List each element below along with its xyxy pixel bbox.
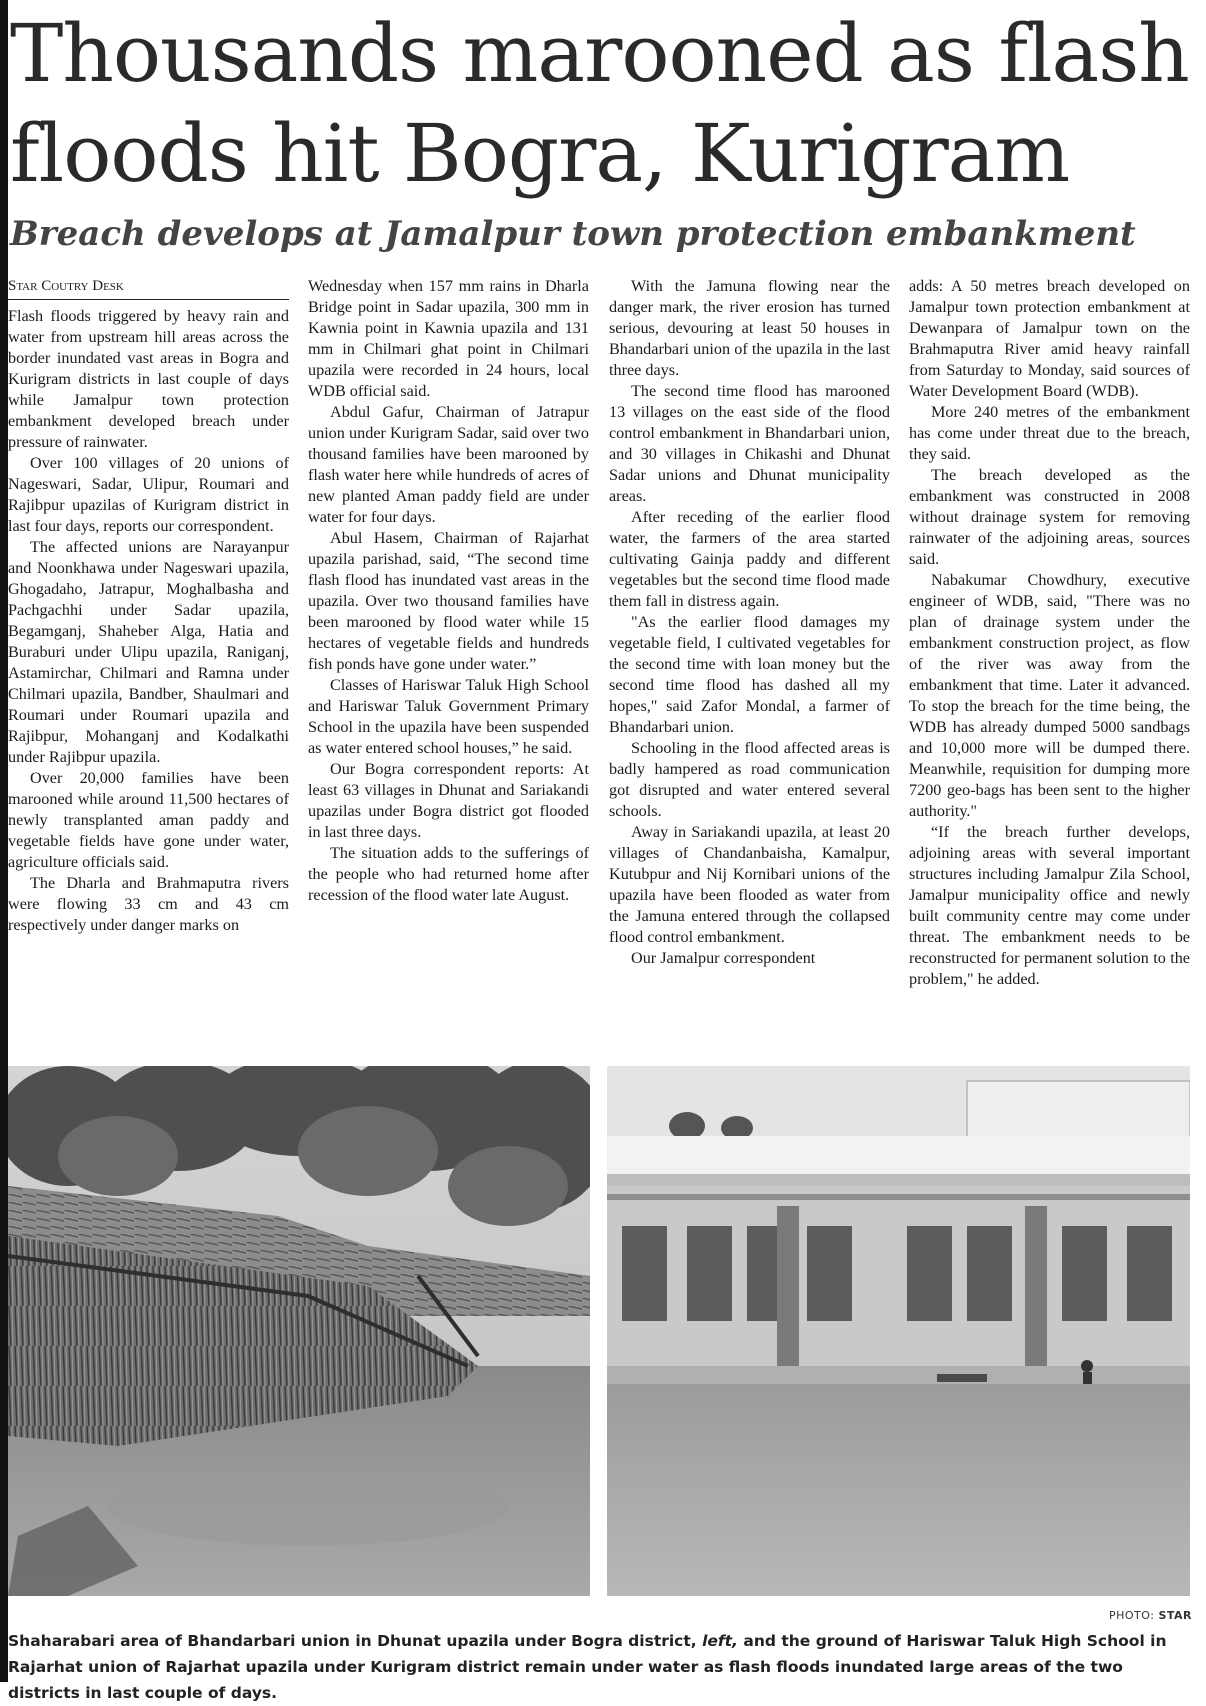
flooded-school-image: [607, 1066, 1190, 1596]
article-paragraph: Flash floods triggered by heavy rain and water from upstream hill areas across the border inundated vast areas in Bogra and Kurigram districts in last couple of days while Jamalpur town protection embankment developed breach under pressure of rainwater.: [8, 307, 289, 451]
article-paragraph: More 240 metres of the embankment has come under threat due to the breach, they said.: [909, 403, 1190, 463]
article-paragraph: Over 100 villages of 20 unions of Nageswari, Sadar, Ulipur, Roumari and Rajibpur upazilas of Kurigram district in last four days, reports our correspondent.: [8, 454, 289, 535]
article-paragraph: Our Bogra correspondent reports: At least 63 villages in Dhunat and Sariakandi upazilas under Bogra district got flooded in last three days.: [308, 760, 589, 841]
article-paragraph: The affected unions are Narayanpur and Noonkhawa under Nageswari upazila, Ghogadaho, Jatrapur, Moghalbasha and Pachgachhi under Sadar upazila, Begamganj, Shaheber Alga, Hatia and Buraburi under Ulipu upazila, Raniganj, Astamirchar, Chilmari and Ramna under Chilmari upazila, Bandber, Shaulmari and Roumari under Roumari upazila and Rajibpur, Mohanganj and Kodalkathi under Rajibpur upazila.: [8, 538, 289, 766]
subheadline: Breach develops at Jamalpur town protection embankment: [10, 214, 1136, 254]
caption-text-1: Shaharabari area of Bhandarbari union in Dhunat upazila under Bogra district,: [8, 1632, 697, 1650]
headline-line-1: Thousands marooned as flash: [10, 7, 1189, 100]
article-paragraph: Schooling in the flood affected areas is badly hampered as road communication got disrupted and water entered several schools.: [609, 739, 890, 820]
flooded-hut-image: [8, 1066, 590, 1596]
article-paragraph: Abdul Gafur, Chairman of Jatrapur union under Kurigram Sadar, said over two thousand families have been marooned by flash water here while hundreds of acres of new planted Aman paddy field are under water for four days.: [308, 403, 589, 526]
photo-credit: [1109, 1609, 1192, 1622]
headline: [10, 4, 1200, 204]
article-paragraph: The situation adds to the sufferings of the people who had returned home after recession of the flood water late August.: [308, 844, 589, 904]
article-column-1: [8, 276, 289, 936]
flooded-hut-photo: [8, 1066, 590, 1596]
caption-text-2: and the ground of Hariswar Taluk High School in Rajarhat union of Rajarhat upazila under Kurigram district remain under water as flash floods inundated large areas of the two districts in last couple of days.: [8, 1632, 1167, 1702]
photo-credit-label: PHOTO:: [1108, 1609, 1155, 1622]
article-column-2: [308, 276, 589, 906]
byline: Star Coutry Desk: [8, 276, 289, 300]
page-edge-bar: [0, 0, 8, 1682]
article-paragraph: Abul Hasem, Chairman of Rajarhat upazila parishad, said, “The second time flash flood has inundated vast areas in the upazila. Over two thousand families have been marooned by flood water while 15 hectares of vegetable fields and hundreds fish ponds have gone under water.”: [308, 529, 589, 673]
article-paragraph: Our Jamalpur correspondent: [631, 949, 816, 967]
article-paragraph: The Dharla and Brahmaputra rivers were flowing 33 cm and 43 cm respectively under danger marks on: [8, 874, 289, 934]
article-column-4: [909, 276, 1190, 990]
article-paragraph: With the Jamuna flowing near the danger mark, the river erosion has turned serious, devouring at least 50 houses in Bhandarbari union of the upazila in the last three days.: [609, 277, 890, 379]
article-paragraph: “If the breach further develops, adjoining areas with several important structures including Jamalpur Zila School, Jamalpur municipality office and newly built community centre may come under threat. The embankment needs to be reconstructed for permanent solution to the problem," he added.: [909, 823, 1190, 988]
article-paragraph: Nabakumar Chowdhury, executive engineer of WDB, said, "There was no plan of drainage system under the embankment construction project, as flow of the river was away from the embankment that time. Later it advanced. To stop the breach for the time being, the WDB has already dumped 5000 sandbags and 10,000 more will be dumped there. Meanwhile, requisition for dumping more 7200 geo-bags has been sent to the higher authority.": [909, 571, 1190, 820]
article-paragraph: Away in Sariakandi upazila, at least 20 villages of Chandanbaisha, Kamalpur, Kutubpur and Nij Kornibari unions of the upazila have been flooded as water from the Jamuna entered through the collapsed flood control embankment.: [609, 823, 890, 946]
photo-credit-source: STAR: [1158, 1609, 1192, 1622]
headline-line-2: floods hit Bogra, Kurigram: [10, 107, 1070, 200]
flooded-school-photo: [607, 1066, 1190, 1596]
article-paragraph: The breach developed as the embankment was constructed in 2008 without drainage system for removing rainwater of the adjoining areas, sources said.: [909, 466, 1190, 568]
article-column-3: [609, 276, 890, 969]
article-paragraph: The second time flood has marooned 13 villages on the east side of the flood control embankment in Bhandarbari union, and 30 villages in Chikashi and Dhunat Sadar unions and Dhunat municipality areas.: [609, 382, 890, 505]
caption-emphasis: left,: [702, 1632, 738, 1650]
article-paragraph: Classes of Hariswar Taluk High School and Hariswar Taluk Government Primary School in the upazila have been suspended as water entered school houses,” he said.: [308, 676, 589, 757]
photo-caption: [8, 1628, 1200, 1706]
article-paragraph: Wednesday when 157 mm rains in Dharla Bridge point in Sadar upazila, 300 mm in Kawnia point in Kawnia upazila and 131 mm in Chilmari ghat point in Chilmari upazila were recorded in 24 hours, local WDB official said.: [308, 277, 589, 400]
article-paragraph: "As the earlier flood damages my vegetable field, I cultivated vegetables for the second time with loan money but the second time flood has dashed all my hopes," said Zafor Mondal, a farmer of Bhandarbari union.: [609, 613, 890, 736]
article-paragraph: After receding of the earlier flood water, the farmers of the area started cultivating Gainja paddy and different vegetables but the second time flood made them fall in distress again.: [609, 508, 890, 610]
article-paragraph: Over 20,000 families have been marooned while around 11,500 hectares of newly transplanted aman paddy and vegetable fields have gone under water, agriculture officials said.: [8, 769, 289, 871]
article-paragraph: adds: A 50 metres breach developed on Jamalpur town protection embankment at Dewanpara of Jamalpur town on the Brahmaputra River amid heavy rainfall from Saturday to Monday, said sources of Water Development Board (WDB).: [909, 277, 1190, 400]
